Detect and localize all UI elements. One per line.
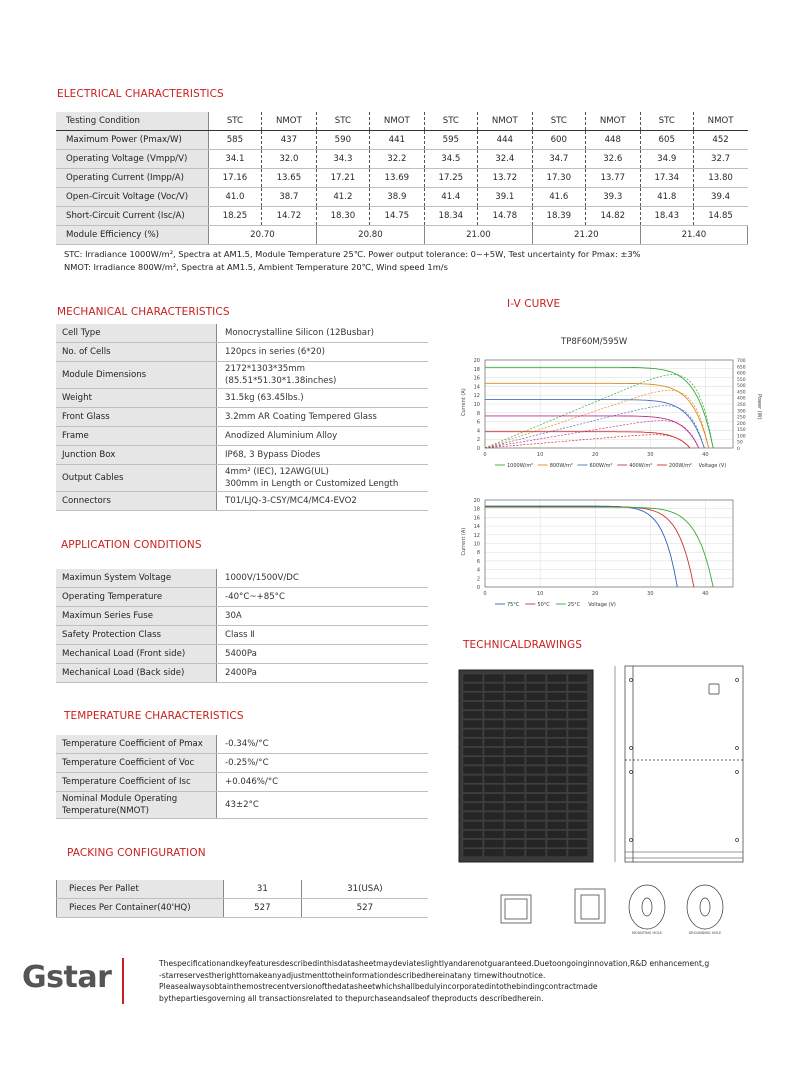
x-axis-label: Voltage (V) — [588, 602, 616, 608]
y2-tick-label: 650 — [737, 365, 746, 371]
legend-entry: 50°C — [537, 602, 550, 608]
cell-value: 17.21 — [316, 169, 369, 188]
table-row — [56, 664, 428, 683]
column-header: NMOT — [261, 112, 316, 131]
row-value: Monocrystalline Silicon (12Busbar) — [217, 324, 429, 343]
row-value: 2172*1303*35mm (85.51*51.30*1.38inches) — [217, 362, 429, 389]
temperature-chart — [450, 492, 770, 610]
cell-value: 32.0 — [261, 150, 316, 169]
row-label: Short-Circuit Current (Isc/A) — [56, 207, 209, 226]
row-label: Operating Voltage (Vmpp/V) — [56, 150, 209, 169]
power-curve-0 — [485, 375, 713, 448]
row-label: Output Cables — [56, 465, 217, 492]
cell-value: 17.25 — [424, 169, 477, 188]
legend-entry: 800W/m² — [549, 463, 573, 469]
disclaimer-line: Pleasealwaysobtainthemostrecentversionofthedatasheetwhichshallbedulyincorporatedintothebindingcontractmade — [159, 982, 598, 991]
y2-tick-label: 300 — [737, 409, 746, 415]
row-label: Maximum Power (Pmax/W) — [56, 131, 209, 150]
disclaimer — [159, 958, 709, 1004]
y2-tick-label: 100 — [737, 434, 746, 440]
y2-tick-label: 700 — [737, 359, 746, 364]
row-value: 5400Pa — [217, 645, 429, 664]
y2-tick-label: 200 — [737, 421, 746, 427]
efficiency-value: 20.80 — [316, 226, 424, 245]
row-label: Pieces Per Container(40'HQ) — [57, 899, 224, 918]
x-tick-label: 40 — [702, 452, 709, 458]
cell-value: 32.4 — [477, 150, 532, 169]
row-label: No. of Cells — [56, 343, 217, 362]
row-label: Temperature Coefficient of Voc — [56, 754, 217, 773]
cell-value: 18.34 — [424, 207, 477, 226]
table-row — [56, 792, 428, 819]
y-tick-label: 6 — [476, 419, 480, 426]
cell-value: 14.85 — [693, 207, 747, 226]
iv-curve-0 — [485, 506, 677, 587]
row-value: 120pcs in series (6*20) — [217, 343, 429, 362]
efficiency-value: 21.20 — [532, 226, 640, 245]
y-tick-label: 20 — [473, 498, 480, 504]
y-tick-label: 4 — [476, 567, 480, 574]
cell-value: 13.69 — [369, 169, 424, 188]
power-curve-2 — [485, 406, 704, 448]
stc-note: STC: Irradiance 1000W/m², Spectra at AM1.5, Module Temperature 25℃. Power output tolerance: 0~+5W, Test uncertainty for Pmax: ±3% — [64, 249, 641, 259]
drawings-title: TECHNICALDRAWINGS — [463, 639, 582, 651]
cell-value: 437 — [261, 131, 316, 150]
row-value: 3.2mm AR Coating Tempered Glass — [217, 408, 429, 427]
cell-value: 585 — [209, 131, 262, 150]
cell-value: 32.6 — [585, 150, 640, 169]
logo-text: Gstar — [22, 960, 112, 995]
table-row — [56, 389, 428, 408]
row-label: Temperature Coefficient of Pmax — [56, 735, 217, 754]
cell-value: 32.2 — [369, 150, 424, 169]
table-row — [56, 569, 428, 588]
row-label: Mechanical Load (Front side) — [56, 645, 217, 664]
cell-value: 18.30 — [316, 207, 369, 226]
table-row — [56, 626, 428, 645]
row-label: Module Efficiency (%) — [56, 226, 209, 245]
cell-value: 17.16 — [209, 169, 262, 188]
row-value: 4mm² (IEC), 12AWG(UL) 300mm in Length or Customized Length — [217, 465, 429, 492]
y2-tick-label: 50 — [737, 440, 743, 446]
y2-tick-label: 450 — [737, 390, 746, 396]
table-row — [56, 408, 428, 427]
legend-entry: 1000W/m² — [507, 463, 534, 469]
table-row — [56, 150, 748, 169]
cell-value: 41.4 — [424, 188, 477, 207]
y2-tick-label: 550 — [737, 377, 746, 383]
x-tick-label: 20 — [592, 452, 599, 458]
cell-value: 14.75 — [369, 207, 424, 226]
table-row — [56, 362, 428, 389]
cell-value: 41.6 — [532, 188, 585, 207]
y2-tick-label: 0 — [737, 447, 740, 452]
table-row — [56, 645, 428, 664]
cell-value: 17.30 — [532, 169, 585, 188]
column-header: NMOT — [693, 112, 747, 131]
table-row — [56, 427, 428, 446]
cell-value: 34.1 — [209, 150, 262, 169]
x-tick-label: 10 — [536, 452, 544, 458]
nmot-note: NMOT: Irradiance 800W/m², Spectra at AM1.5, Ambient Temperature 20℃, Wind speed 1m/s — [64, 262, 448, 272]
legend-entry: 400W/m² — [629, 463, 653, 469]
row-label: Weight — [56, 389, 217, 408]
row-label: Operating Temperature — [56, 588, 217, 607]
column-header: NMOT — [369, 112, 424, 131]
temperature-title: TEMPERATURE CHARACTERISTICS — [64, 710, 244, 722]
module-back-view — [615, 666, 743, 862]
legend-entry: 200W/m² — [668, 463, 692, 469]
table-row — [56, 131, 748, 150]
cell-value: 444 — [477, 131, 532, 150]
y-tick-label: 18 — [473, 366, 480, 373]
y-tick-label: 0 — [476, 446, 480, 452]
power-curve-4 — [485, 435, 690, 448]
y-tick-label: 14 — [473, 524, 480, 531]
row-label: Front Glass — [56, 408, 217, 427]
y-tick-label: 6 — [476, 558, 480, 565]
x-tick-label: 0 — [483, 452, 487, 458]
iv-curve-4 — [485, 432, 690, 448]
cell-value: 17.34 — [640, 169, 693, 188]
row-value: +0.046%/°C — [217, 773, 429, 792]
cell-value: 14.78 — [477, 207, 532, 226]
cell-value: 605 — [640, 131, 693, 150]
row-label: Frame — [56, 427, 217, 446]
footer-divider — [122, 958, 124, 1004]
y-tick-label: 12 — [473, 532, 480, 539]
y-tick-label: 12 — [473, 393, 480, 400]
cell-value: 39.3 — [585, 188, 640, 207]
x-axis-label: Voltage (V) — [698, 463, 727, 469]
column-header: STC — [640, 112, 693, 131]
iv-curve-2 — [485, 507, 713, 587]
usa-value: 527 — [301, 899, 428, 918]
usa-value: 31(USA) — [301, 880, 428, 899]
cell-value: 13.65 — [261, 169, 316, 188]
row-label: Connectors — [56, 492, 217, 511]
column-header: NMOT — [585, 112, 640, 131]
cell-value: 441 — [369, 131, 424, 150]
legend-entry: 25°C — [567, 602, 581, 608]
application-title: APPLICATION CONDITIONS — [61, 539, 202, 551]
y-tick-label: 2 — [476, 437, 480, 444]
row-value: T01/LJQ-3-CSY/MC4/MC4-EVO2 — [217, 492, 429, 511]
table-row — [56, 773, 428, 792]
table-row — [57, 899, 429, 918]
cell-value: 39.4 — [693, 188, 747, 207]
y-axis-label: Current (A) — [461, 388, 467, 416]
y-tick-label: 4 — [476, 428, 480, 435]
cell-value: 452 — [693, 131, 747, 150]
cell-value: 18.43 — [640, 207, 693, 226]
row-value: Class Ⅱ — [217, 626, 429, 645]
grounding-hole-label: GROUNDING HOLE — [688, 931, 722, 935]
cell-value: 41.0 — [209, 188, 262, 207]
table-row — [56, 465, 428, 492]
disclaimer-line: bythepartiesgoverning all transactionsrelated to thepurchaseandsaleof theproducts describedherein. — [159, 993, 544, 1003]
y-tick-label: 16 — [473, 515, 480, 522]
row-value: Anodized Aluminium Alloy — [217, 427, 429, 446]
application-table — [56, 569, 428, 683]
cell-value: 14.72 — [261, 207, 316, 226]
row-value: 2400Pa — [217, 664, 429, 683]
cell-value: 14.82 — [585, 207, 640, 226]
iv-curve-0 — [485, 367, 713, 448]
cell-value: 600 — [532, 131, 585, 150]
y2-tick-label: 500 — [737, 384, 746, 390]
y-tick-label: 14 — [473, 384, 480, 391]
x-tick-label: 10 — [536, 591, 544, 597]
cell-value: 13.72 — [477, 169, 532, 188]
cell-value: 590 — [316, 131, 369, 150]
iv-model-label: TP8F60M/595W — [561, 337, 628, 347]
y2-tick-label: 400 — [737, 396, 746, 402]
header-row — [56, 112, 748, 131]
cell-value: 38.9 — [369, 188, 424, 207]
cell-value: 448 — [585, 131, 640, 150]
mounting-hole-label: MOUNTING HOLE — [631, 931, 663, 935]
y2-tick-label: 250 — [737, 415, 746, 421]
table-row — [56, 188, 748, 207]
y-tick-label: 8 — [476, 550, 480, 557]
y-tick-label: 2 — [476, 576, 480, 583]
table-row — [56, 735, 428, 754]
row-label: Open-Circuit Voltage (Voc/V) — [56, 188, 209, 207]
cell-value: 41.8 — [640, 188, 693, 207]
mechanical-title: MECHANICAL CHARACTERISTICS — [57, 306, 230, 318]
row-value: IP68, 3 Bypass Diodes — [217, 446, 429, 465]
row-label: Temperature Coefficient of Isc — [56, 773, 217, 792]
y2-tick-label: 350 — [737, 403, 746, 408]
table-row — [56, 343, 428, 362]
disclaimer-line: -starreservestherighttomakeanyadjustmenttotheinformationdescribedhereinatany timewithoutnotice. — [159, 970, 546, 980]
x-tick-label: 40 — [702, 591, 709, 597]
row-label: Cell Type — [56, 324, 217, 343]
row-value: -0.25%/°C — [217, 754, 429, 773]
cell-value: 18.39 — [532, 207, 585, 226]
row-label: Maximun System Voltage — [56, 569, 217, 588]
table-row — [56, 492, 428, 511]
disclaimer-line: Thespecificationandkeyfeaturesdescribedinthisdatasheetmaydeviateslightlyandarenotguaranteed.Duetoongoinginnovation,R&D enhancement,g — [159, 959, 710, 968]
cell-value: 13.80 — [693, 169, 747, 188]
pallet-value: 31 — [224, 880, 302, 899]
column-header: STC — [316, 112, 369, 131]
cell-value: 32.7 — [693, 150, 747, 169]
row-label: Module Dimensions — [56, 362, 217, 389]
cell-value: 34.9 — [640, 150, 693, 169]
irradiance-chart — [450, 352, 770, 477]
packing-table — [56, 880, 428, 918]
y-tick-label: 0 — [476, 585, 480, 591]
y-tick-label: 10 — [473, 541, 480, 548]
table-row — [56, 324, 428, 343]
column-header: STC — [209, 112, 262, 131]
row-value: 30A — [217, 607, 429, 626]
efficiency-row — [56, 226, 748, 245]
x-tick-label: 20 — [592, 591, 599, 597]
efficiency-value: 20.70 — [209, 226, 317, 245]
row-value: -0.34%/°C — [217, 735, 429, 754]
iv-curve-title: I-V CURVE — [507, 298, 561, 310]
cell-value: 38.7 — [261, 188, 316, 207]
x-tick-label: 30 — [647, 452, 654, 458]
module-front-view — [459, 670, 593, 862]
y-tick-label: 16 — [473, 375, 480, 382]
row-label: Mechanical Load (Back side) — [56, 664, 217, 683]
x-tick-label: 0 — [483, 591, 487, 597]
table-row — [56, 169, 748, 188]
y-axis-label: Current (A) — [461, 527, 467, 556]
x-tick-label: 30 — [647, 591, 654, 597]
table-row — [56, 446, 428, 465]
cell-value: 34.5 — [424, 150, 477, 169]
table-row — [56, 207, 748, 226]
row-value: 31.5kg (63.45lbs.) — [217, 389, 429, 408]
y-tick-label: 20 — [473, 358, 480, 364]
cell-value: 18.25 — [209, 207, 262, 226]
legend-entry: 75°C — [507, 602, 520, 608]
iv-curve-2 — [485, 400, 704, 448]
row-value: -40°C~+85°C — [217, 588, 429, 607]
mechanical-table — [56, 324, 428, 511]
table-row — [57, 880, 429, 899]
y-tick-label: 18 — [473, 506, 480, 513]
column-header: NMOT — [477, 112, 532, 131]
cell-value: 595 — [424, 131, 477, 150]
gstar-logo — [22, 960, 111, 995]
efficiency-value: 21.40 — [640, 226, 747, 245]
cell-value: 39.1 — [477, 188, 532, 207]
temperature-table — [56, 735, 428, 819]
row-label: Safety Protection Class — [56, 626, 217, 645]
row-label: Pieces Per Pallet — [57, 880, 224, 899]
cell-value: 41.2 — [316, 188, 369, 207]
legend-entry: 600W/m² — [589, 463, 613, 469]
column-header: STC — [424, 112, 477, 131]
detail-drawings — [495, 875, 755, 935]
module-drawing — [455, 660, 755, 870]
y2-tick-label: 600 — [737, 371, 746, 377]
table-row — [56, 588, 428, 607]
cell-value: 13.77 — [585, 169, 640, 188]
table-row — [56, 607, 428, 626]
electrical-title: ELECTRICAL CHARACTERISTICS — [57, 88, 224, 100]
y-tick-label: 8 — [476, 410, 480, 417]
electrical-table — [56, 112, 748, 245]
iv-curve-1 — [485, 507, 694, 587]
cell-value: 34.7 — [532, 150, 585, 169]
row-label: Testing Condition — [56, 112, 209, 131]
pallet-value: 527 — [224, 899, 302, 918]
table-row — [56, 754, 428, 773]
row-label: Operating Current (Impp/A) — [56, 169, 209, 188]
y2-axis-label: Power (W) — [756, 394, 762, 420]
y2-tick-label: 150 — [737, 428, 746, 434]
column-header: STC — [532, 112, 585, 131]
cell-value: 34.3 — [316, 150, 369, 169]
packing-title: PACKING CONFIGURATION — [67, 847, 206, 859]
row-value: 43±2°C — [217, 792, 429, 819]
row-label: Nominal Module Operating Temperature(NMOT) — [56, 792, 217, 819]
y-tick-label: 10 — [473, 402, 480, 408]
row-value: 1000V/1500V/DC — [217, 569, 429, 588]
row-label: Maximun Series Fuse — [56, 607, 217, 626]
efficiency-value: 21.00 — [424, 226, 532, 245]
row-label: Junction Box — [56, 446, 217, 465]
